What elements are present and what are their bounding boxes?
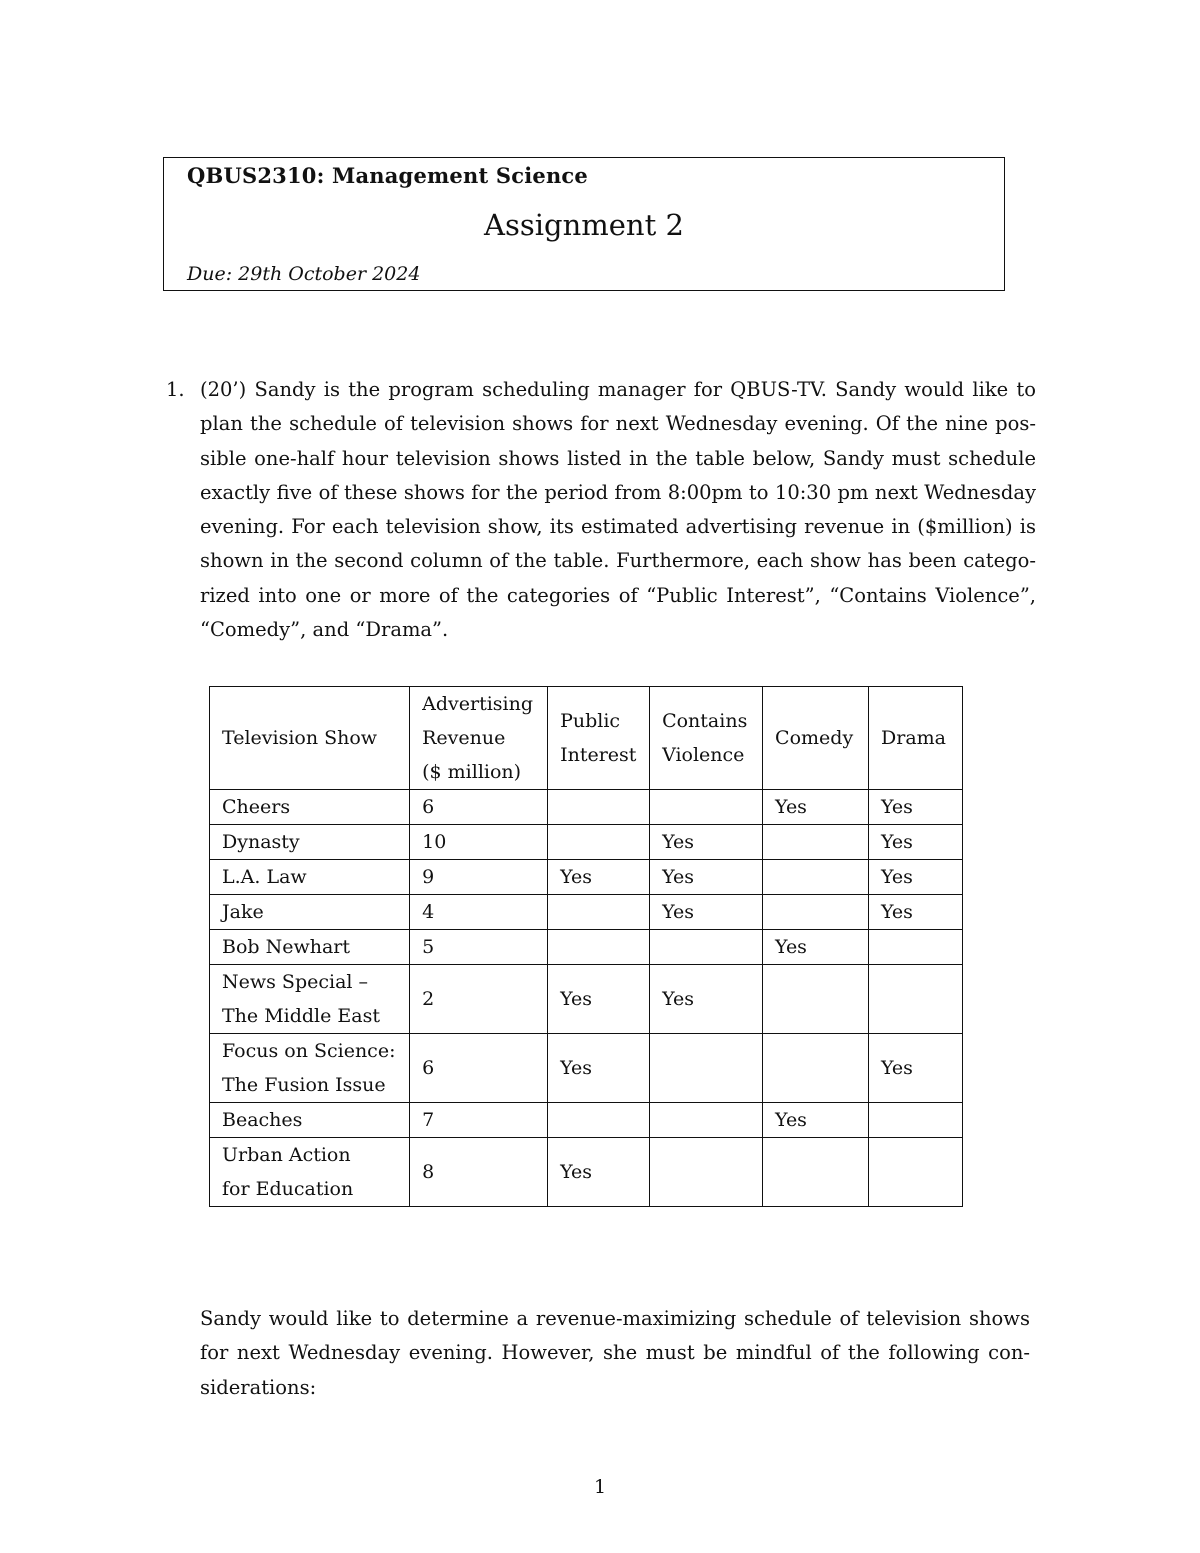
table-row [210, 1034, 963, 1103]
cell-contains-violence [650, 790, 763, 825]
cell-drama [869, 1103, 963, 1138]
cell-revenue: 6 [410, 790, 548, 825]
table-row [210, 1138, 963, 1207]
cell-comedy [763, 965, 869, 1034]
question-1 [166, 373, 1036, 647]
cell-drama [869, 930, 963, 965]
cell-comedy: Yes [763, 930, 869, 965]
cell-contains-violence [650, 1034, 763, 1103]
table-row [210, 860, 963, 895]
cell-public-interest: Yes [548, 860, 650, 895]
cell-show: Beaches [210, 1103, 410, 1138]
cell-contains-violence [650, 1103, 763, 1138]
cell-revenue: 9 [410, 860, 548, 895]
header-public-interest: Public Interest [548, 687, 650, 790]
cell-drama: Yes [869, 825, 963, 860]
cell-contains-violence: Yes [650, 825, 763, 860]
header-advertising-revenue: Advertising Revenue ($ million) [410, 687, 548, 790]
table-row [210, 1103, 963, 1138]
cell-contains-violence: Yes [650, 895, 763, 930]
cell-show: Focus on Science: The Fusion Issue [210, 1034, 410, 1103]
cell-comedy [763, 1034, 869, 1103]
header-television-show: Television Show [210, 687, 410, 790]
cell-show: L.A. Law [210, 860, 410, 895]
cell-public-interest [548, 825, 650, 860]
course-title: QBUS2310: Management Science [187, 163, 588, 188]
assignment-header-box [163, 157, 1005, 291]
cell-comedy [763, 895, 869, 930]
assignment-title: Assignment 2 [484, 208, 684, 242]
cell-drama: Yes [869, 860, 963, 895]
cell-contains-violence [650, 930, 763, 965]
cell-drama: Yes [869, 895, 963, 930]
cell-drama [869, 965, 963, 1034]
question-number: 1. [166, 378, 185, 401]
cell-comedy [763, 860, 869, 895]
cell-show: Bob Newhart [210, 930, 410, 965]
cell-public-interest: Yes [548, 1138, 650, 1207]
cell-comedy: Yes [763, 790, 869, 825]
cell-comedy [763, 1138, 869, 1207]
table-row [210, 965, 963, 1034]
table-row [210, 930, 963, 965]
cell-revenue: 7 [410, 1103, 548, 1138]
cell-revenue: 8 [410, 1138, 548, 1207]
cell-public-interest [548, 1103, 650, 1138]
header-drama: Drama [869, 687, 963, 790]
cell-revenue: 10 [410, 825, 548, 860]
header-contains-violence: Contains Violence [650, 687, 763, 790]
cell-public-interest [548, 790, 650, 825]
table-row [210, 895, 963, 930]
table-header-row [210, 687, 963, 790]
cell-revenue: 4 [410, 895, 548, 930]
cell-public-interest: Yes [548, 1034, 650, 1103]
cell-revenue: 2 [410, 965, 548, 1034]
cell-revenue: 6 [410, 1034, 548, 1103]
table-row [210, 790, 963, 825]
table-body [210, 790, 963, 1207]
cell-contains-violence [650, 1138, 763, 1207]
cell-comedy [763, 825, 869, 860]
question-text: (20’) Sandy is the program scheduling manager for QBUS-TV. Sandy would like to plan the schedule of television shows for next Wednesday evening. Of the nine possible one-half hour television shows listed in the table below, Sandy must schedule exactly five of these shows for the period from 8:00pm to 10:30 pm next Wednesday evening. For each television show, its estimated advertising revenue in ($million) is shown in the second column of the table. Furthermore, each show has been categorized into one or more of the categories of “Public Interest”, “Contains Violence”, “Comedy”, and “Drama”. [200, 378, 1036, 642]
cell-drama [869, 1138, 963, 1207]
cell-show: Urban Action for Education [210, 1138, 410, 1207]
cell-show: Jake [210, 895, 410, 930]
cell-show: Cheers [210, 790, 410, 825]
cell-revenue: 5 [410, 930, 548, 965]
cell-show: News Special – The Middle East [210, 965, 410, 1034]
considerations-paragraph: Sandy would like to determine a revenue-maximizing schedule of television shows for next Wednesday evening. However, she must be mindful of the following considerations: [200, 1307, 1030, 1399]
cell-show: Dynasty [210, 825, 410, 860]
cell-public-interest: Yes [548, 965, 650, 1034]
cell-public-interest [548, 895, 650, 930]
cell-drama: Yes [869, 790, 963, 825]
cell-drama: Yes [869, 1034, 963, 1103]
cell-comedy: Yes [763, 1103, 869, 1138]
cell-contains-violence: Yes [650, 860, 763, 895]
shows-table [209, 686, 963, 1207]
header-comedy: Comedy [763, 687, 869, 790]
due-date: Due: 29th October 2024 [187, 263, 421, 285]
page-number: 1 [593, 1476, 607, 1498]
cell-public-interest [548, 930, 650, 965]
table-row [210, 825, 963, 860]
cell-contains-violence: Yes [650, 965, 763, 1034]
